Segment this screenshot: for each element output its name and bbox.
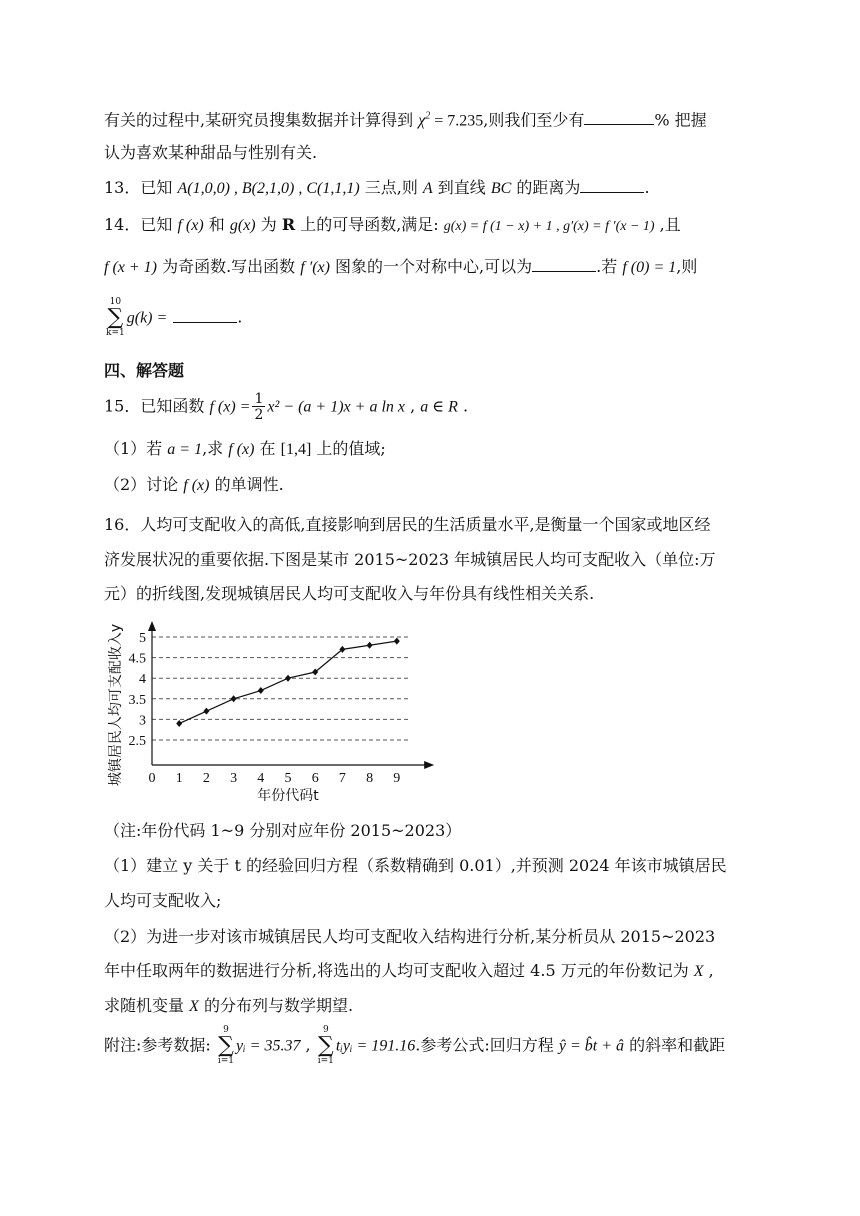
summation: 9 ∑ i=1 <box>317 1025 334 1066</box>
data-point <box>394 638 400 645</box>
q16-note: （注:年份代码 1~9 分别对应年份 2015~2023） <box>104 821 462 840</box>
x-tick-label: 4 <box>257 771 265 786</box>
question-14-line2: f (x + 1) 为奇函数.写出函数 f ′(x) 图象的一个对称中心,可以为 .若 f (0) = 1,则 <box>104 257 698 276</box>
section-heading: 四、解答题 <box>104 361 185 380</box>
data-point <box>231 695 237 702</box>
y-tick-label: 2.5 <box>128 734 146 749</box>
question-14-line1: 14．已知 f (x) 和 g(x) 为 R 上的可导函数,满足: g(x) = f (1 − x) + 1 , g′(x) = f ′(x − 1) ,且 <box>104 215 681 234</box>
fraction-half: $\frac{1}{2}$ <box>254 391 264 423</box>
y-axis-arrow <box>148 621 156 631</box>
question-16-part1-line1: （1）建立 y 关于 t 的经验回归方程（系数精确到 0.01）,并预测 2024 年该市城镇居民 <box>104 856 727 875</box>
question-15-part2: （2）讨论 f (x) 的单调性. <box>104 475 284 494</box>
x-tick-label: 9 <box>393 771 401 786</box>
question-16-reference: 附注:参考数据: 9 ∑ i=1 yᵢ = 35.37 , 9 ∑ i=1 tᵢyᵢ = 191.16.参考公式:回归方程 ŷ = b̂t + â 的斜率和截距 <box>104 1025 726 1066</box>
question-16-part2-line2: 年中任取两年的数据进行分析,将选出的人均可支配收入超过 4.5 万元的年份数记为 X , <box>104 961 714 980</box>
x-tick-label: 5 <box>284 771 292 786</box>
x-tick-label: 3 <box>230 771 238 786</box>
y-axis-label: 城镇居民人均可支配收入y <box>108 623 124 787</box>
data-point <box>285 675 291 682</box>
x-tick-label: 0 <box>148 771 156 786</box>
chi-symbol: $\chi^2$ <box>418 111 431 130</box>
question-16-line3: 元）的折线图,发现城镇居民人均可支配收入与年份具有线性相关关系. <box>104 584 595 603</box>
question-16-part2-line3: 求随机变量 X 的分布列与数学期望. <box>104 996 354 1015</box>
question-16-line2: 济发展状况的重要依据.下图是某市 2015~2023 年城镇居民人均可支配收入（单位:万 <box>104 550 716 569</box>
x-axis-arrow <box>424 761 434 769</box>
question-16-part2-line1: （2）为进一步对该市城镇居民人均可支配收入结构进行分析,某分析员从 2015~2023 <box>104 927 716 946</box>
data-point <box>258 687 264 694</box>
answer-blank[interactable] <box>173 308 237 323</box>
q11-line1: 有关的过程中,某研究员搜集数据并计算得到 $\chi^2 = 7.235$,则我们至少有 % 把握 <box>104 110 707 130</box>
question-15-part1: （1）若 a = 1,求 f (x) 在 [1,4] 上的值域; <box>104 439 386 458</box>
y-tick-label: 3.5 <box>128 692 146 708</box>
question-16-part1-line2: 人均可支配收入; <box>104 891 222 910</box>
q11-line2: 认为喜欢某种甜品与性别有关. <box>104 143 318 162</box>
answer-blank[interactable] <box>532 257 596 272</box>
x-tick-label: 8 <box>366 771 374 786</box>
answer-blank[interactable] <box>580 178 644 193</box>
x-tick-label: 7 <box>338 771 346 786</box>
data-point <box>176 720 182 727</box>
question-14-line3: 10 ∑ k=1 g(k) = . <box>106 297 243 338</box>
data-point <box>367 642 373 649</box>
income-line-chart <box>100 605 440 805</box>
x-tick-label: 2 <box>202 771 210 786</box>
y-tick-label: 3 <box>139 713 146 729</box>
x-tick-label: 6 <box>311 771 319 786</box>
summation: 10 ∑ k=1 <box>106 297 125 338</box>
question-13: 13．已知 A(1,0,0) , B(2,1,0) , C(1,1,1) 三点,则 A 到直线 BC 的距离为 . <box>104 178 650 197</box>
summation: 9 ∑ i=1 <box>217 1025 235 1066</box>
data-point <box>203 708 209 715</box>
answer-blank[interactable] <box>584 110 654 125</box>
y-tick-label: 4.5 <box>128 651 146 667</box>
x-axis-label: 年份代码t <box>257 788 319 804</box>
question-15: 15．已知函数 f (x) = $\frac{1}{2}$ x² − (a + 1)x + a ln x , a ∈ R . <box>104 391 469 423</box>
x-tick-label: 1 <box>175 771 183 786</box>
y-tick-label: 4 <box>139 672 146 688</box>
series-line <box>179 641 397 723</box>
y-tick-label: 5 <box>139 631 146 646</box>
question-16-line1: 16．人均可支配收入的高低,直接影响到居民的生活质量水平,是衡量一个国家或地区经 <box>104 515 711 534</box>
